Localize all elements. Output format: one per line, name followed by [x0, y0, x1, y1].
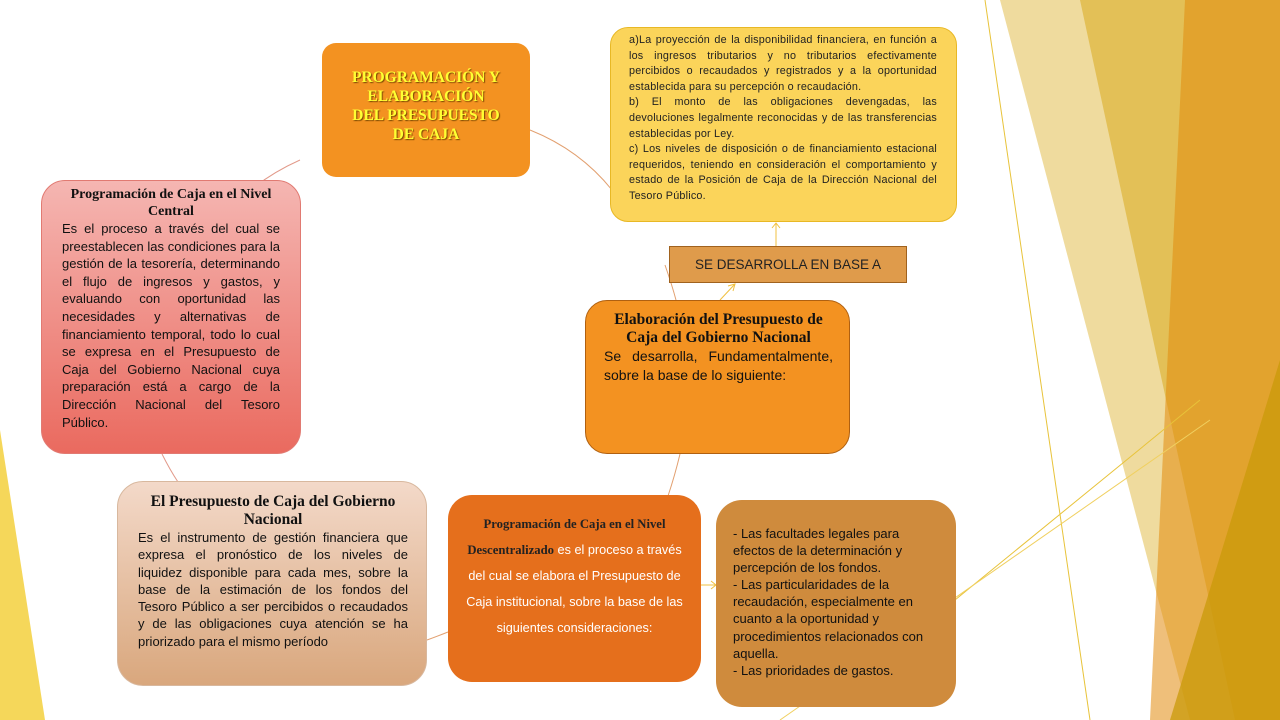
cycle-connector-bottom	[427, 632, 448, 640]
cycle-connector-lower-right	[668, 454, 680, 496]
develops-label: SE DESARROLLA EN BASE A	[694, 257, 882, 272]
budget-box	[117, 481, 427, 686]
decentralized-body: es el proceso a través del cual se elabora el Presupuesto de Caja institucional, sobre la base de las siguientes consideraciones:	[466, 543, 683, 635]
cycle-connector-top-right	[530, 130, 612, 190]
decentralized-title: Programación de Caja en el Nivel Descentralizado	[467, 517, 666, 557]
budget-title: El Presupuesto de Caja del Gobierno Nacional	[150, 493, 396, 528]
develops-label-box	[669, 246, 907, 283]
central-level-title: Programación de Caja en el Nivel Central	[70, 187, 272, 219]
central-level-box	[41, 180, 301, 454]
list-item: - Las prioridades de gastos.	[733, 662, 894, 678]
consideration-b: b) El monto de las obligaciones devengadas, las devoluciones legalmente reconocidas y de las transferencias establecidas por Ley.	[629, 96, 937, 140]
elaboration-box	[585, 300, 850, 454]
considerations-box	[610, 27, 957, 222]
consideration-a: a)La proyección de la disponibilidad financiera, en función a los ingresos tributarios y no tributarios efectivamente percibidos o recaudados y registrados y a la oportunidad establecida para su percepción o recaudación.	[629, 34, 937, 93]
list-item: - Las facultades legales para efectos de la determinación y percepción de los fondos.	[733, 526, 903, 576]
central-level-body: Es el proceso a través del cual se preestablecen las condiciones para la gestión de la tesorería, determinando el flujo de ingresos y gastos, y evaluando con oportunidad las necesidades y alternativas de financiamiento temporal, todo lo cual se expresa en el Presupuesto de Caja del Gobierno Nacional cuya preparación está a cargo de la Dirección Nacional del Tesoro Público.	[62, 221, 280, 430]
elaboration-title: Elaboración del Presupuesto de Caja del Gobierno Nacional	[614, 311, 823, 346]
decentralized-level-box	[448, 495, 701, 682]
cycle-connector-left	[162, 454, 178, 482]
main-title-box	[322, 43, 530, 177]
left-triangle-accent	[0, 430, 45, 720]
main-title: PROGRAMACIÓN Y ELABORACIÓN DEL PRESUPUESTO DE CAJA	[352, 69, 500, 143]
arrow-to-develops	[720, 284, 735, 300]
elaboration-body: Se desarrolla, Fundamentalmente, sobre la base de lo siguiente:	[604, 348, 833, 383]
considerations-list-box	[716, 500, 956, 707]
consideration-c: c) Los niveles de disposición o de financiamiento estacional requeridos, teniendo en consideración el comportamiento y estado de la Posición de Caja de la Dirección Nacional del Tesoro Público.	[629, 143, 937, 202]
list-item: - Las particularidades de la recaudación, especialmente en cuanto a la oportunidad y procedimientos relacionados con aquella.	[733, 577, 924, 661]
budget-body: Es el instrumento de gestión financiera que expresa el pronóstico de los niveles de liquidez disponible para cada mes, sobre la base de la estimación de los fondos del Tesoro Público a ser percibidos o recaudados y de las obligaciones cuya atención se ha priorizado para el mismo período	[138, 530, 408, 649]
